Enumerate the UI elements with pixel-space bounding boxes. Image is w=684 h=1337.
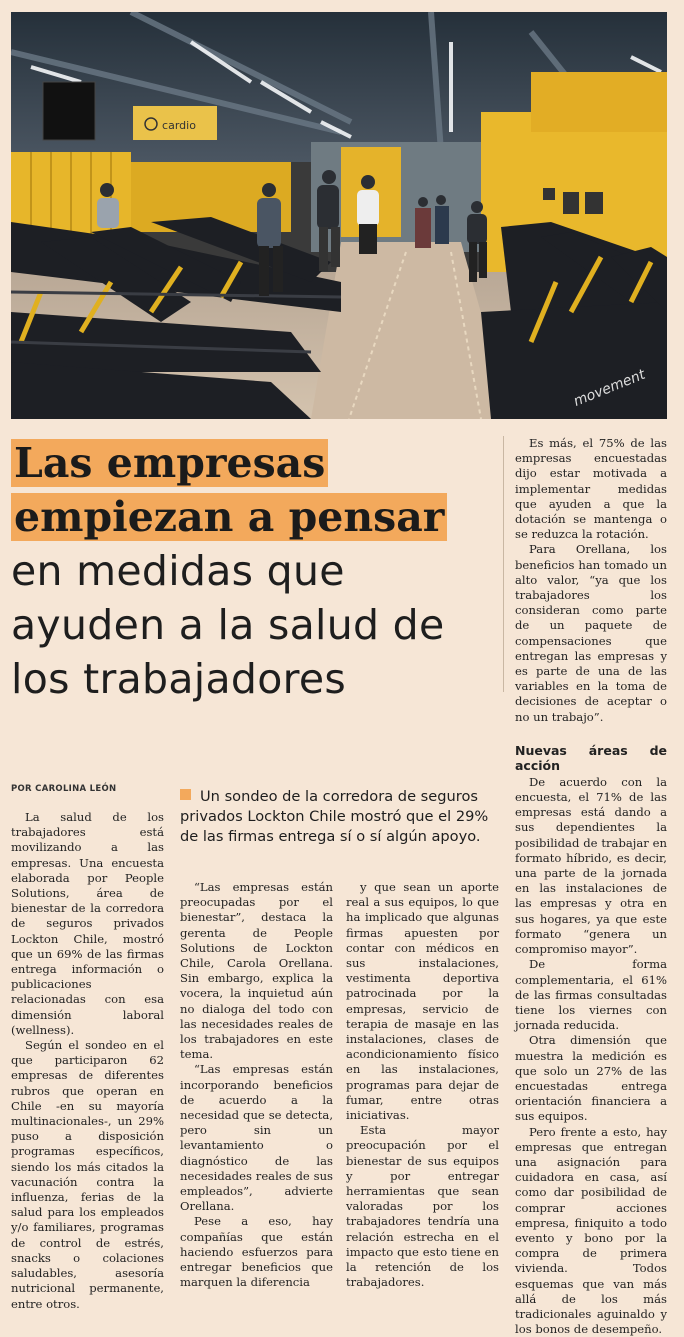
paragraph: “Las empresas están preocupadas por el bienestar”, destaca la gerenta de People Solutions de Lockton Chile, Carola Orellana. Sin embargo, explica la vocera, la inquietud aún no dialoga del todo con las necesidades reales de los trabajadores en este tema.: [180, 880, 333, 1062]
paragraph: Otra dimensión que muestra la medición es que solo un 27% de las encuestadas entrega orientación financiera a sus equipos.: [515, 1033, 667, 1124]
paragraph: Pese a eso, hay compañías que están haciendo esfuerzos para entregar beneficios que marquen la diferencia: [180, 1214, 333, 1290]
byline: POR CAROLINA LEÓN: [11, 784, 117, 794]
lede-callout: [180, 787, 500, 847]
paragraph: Esta mayor preocupación por el bienestar de sus equipos y por entregar herramientas que sean valoradas por los trabajadores tendría una relación estrecha en el impacto que esto tiene en la retención de los trabajadores.: [346, 1123, 499, 1290]
headline-bold-line-2: empiezan a pensar: [11, 493, 447, 541]
headline-light-text: en medidas que ayuden a la salud de los trabajadores: [11, 547, 445, 703]
article-column-4: [515, 436, 667, 1337]
paragraph: Para Orellana, los beneficios han tomado un alto valor, “ya que los trabajadores los consideran como parte de un paquete de compensaciones que entregan las empresas y es parte de una de las variables en la toma de decisiones de aceptar o no un trabajo”.: [515, 542, 667, 724]
paragraph: Pero frente a esto, hay empresas que entregan una asignación para cuidadora en casa, así como dar posibilidad de comprar acciones empresa, finiquito a todo evento y bono por la compra de primera vivienda. Todos esquemas que van más allá de los más tradicionales aguinaldo y los bonos de desempeño.: [515, 1124, 667, 1337]
headline: [11, 436, 501, 706]
section-subheading: Nuevas áreas de acción: [515, 742, 667, 773]
cardio-sign-text: cardio: [162, 119, 196, 132]
paragraph: Según el sondeo en el que participaron 62 empresas de diferentes rubros que operan en Chile -en su mayoría multinacionales-, un 29% puso a disposición programas específicos, siendo los más citados la vacunación contra la influenza, ferias de la salud para los empleados y/o familiares, programas de control de estrés, snacks o colaciones saludables, asesoría nutricional permanente, entre otros.: [11, 1038, 164, 1311]
paragraph: De forma complementaria, el 61% de las firmas consultadas tiene los viernes con jornada reducida.: [515, 957, 667, 1033]
paragraph: La salud de los trabajadores está movilizando a las empresas. Una encuesta elaborada por People Solutions, área de bienestar de la corredora de seguros privados Lockton Chile, mostró que un 69% de las firmas entrega información o publicaciones relacionadas con esa dimensión laboral (wellness).: [11, 810, 164, 1037]
article-column-1: [11, 810, 164, 1312]
bullet-square-icon: [180, 789, 191, 800]
gym-photo: [11, 12, 667, 419]
column-divider: [503, 436, 504, 692]
paragraph: Es más, el 75% de las empresas encuestadas dijo estar motivada a implementar medidas que ayuden a que la dotación se mantenga o se reduzca la rotación.: [515, 436, 667, 542]
paragraph: “Las empresas están incorporando beneficios de acuerdo a la necesidad que se detecta, pero sin un levantamiento o diagnóstico de las necesidades reales de sus empleados”, advierte Orellana.: [180, 1062, 333, 1214]
paragraph: y que sean un aporte real a sus equipos, lo que ha implicado que algunas firmas apuesten por contar con médicos en sus instalaciones, vestimenta deportiva patrocinada por la empresas, servicio de terapia de masaje en las instalaciones, clases de acondicionamiento físico en las instalaciones, programas para dejar de fumar, entre otras iniciativas.: [346, 880, 499, 1123]
lede-text: Un sondeo de la corredora de seguros privados Lockton Chile mostró que el 29% de las firmas entrega sí o sí algún apoyo.: [180, 788, 489, 845]
paragraph: De acuerdo con la encuesta, el 71% de las empresas está dando a sus dependientes la posibilidad de trabajar en formato híbrido, es decir, una parte de la jornada en las instalaciones de las empresas y otra en sus hogares, ya que este formato “genera un compromiso mayor”.: [515, 774, 667, 957]
article-column-3: [346, 880, 499, 1290]
article-column-2: [180, 880, 333, 1290]
treadmill-brand-text: movement: [571, 366, 648, 410]
gym-photo-illustration: [11, 12, 667, 419]
headline-bold-line-1: Las empresas: [11, 439, 328, 487]
